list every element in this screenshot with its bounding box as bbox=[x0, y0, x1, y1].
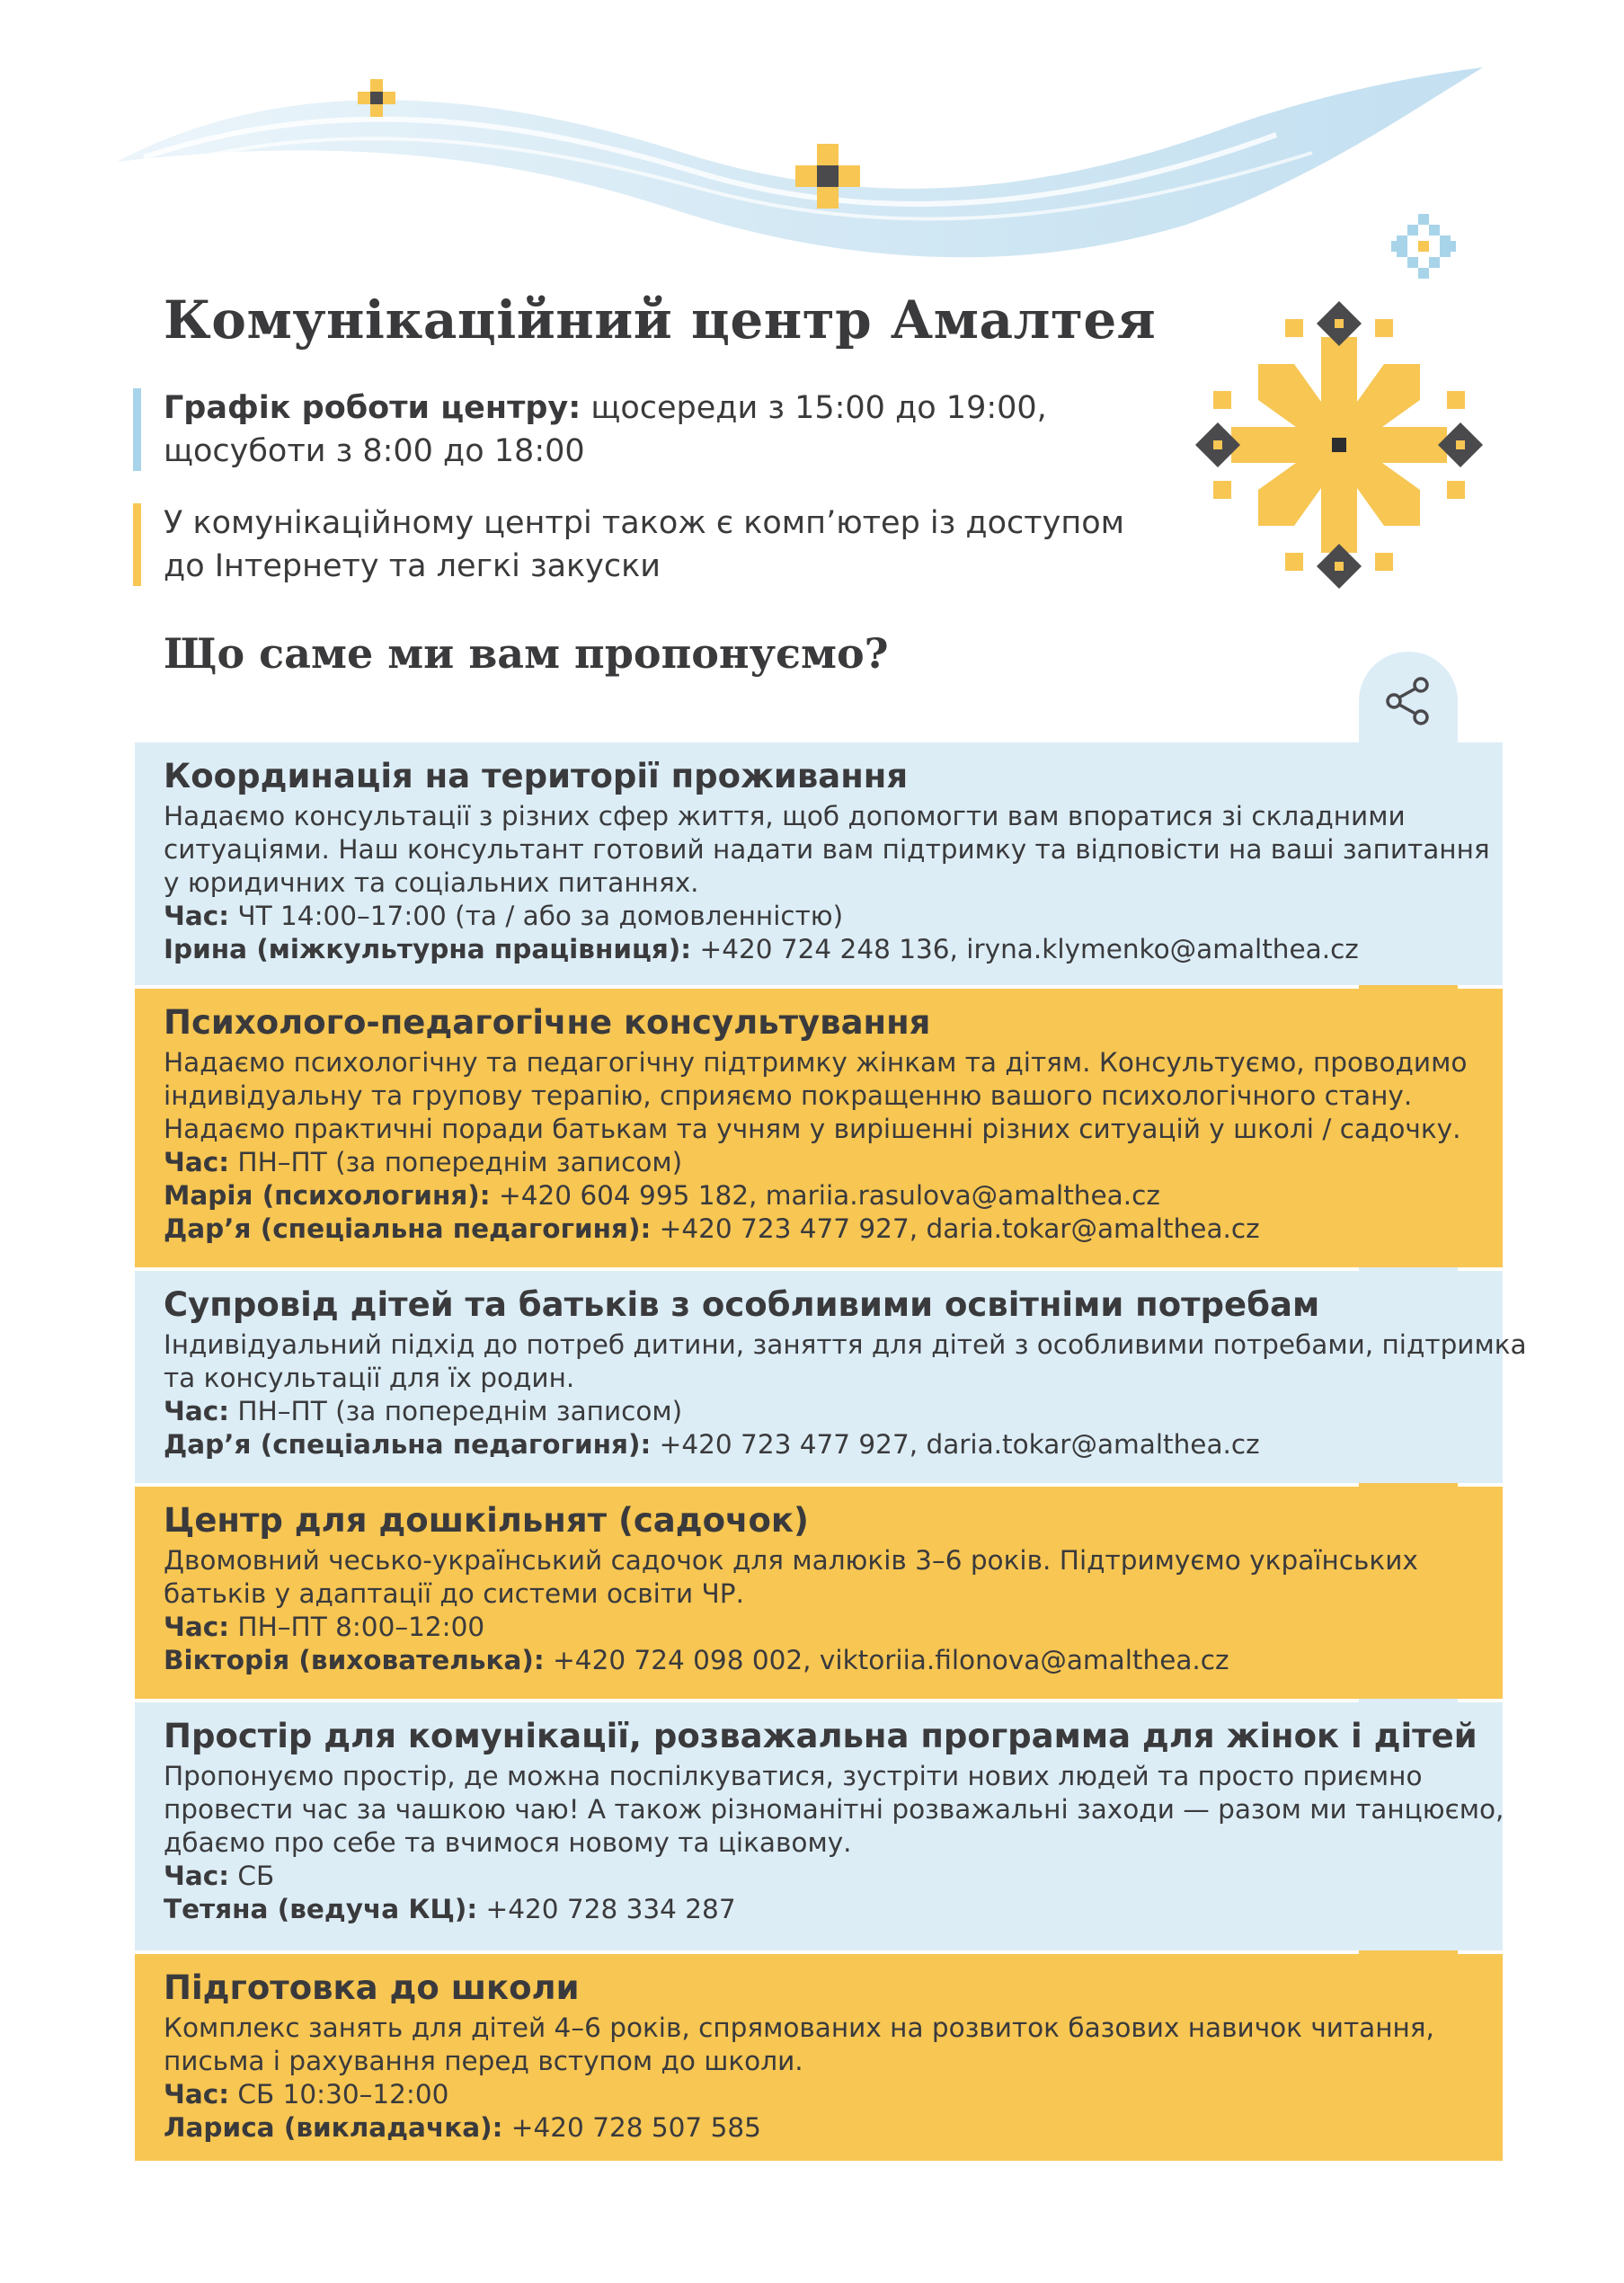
detail-label: Ірина (міжкультурна працівниця): bbox=[164, 934, 692, 964]
description-line: батьків у адаптації до системи освіти ЧР. bbox=[164, 1578, 744, 1609]
contact-line bbox=[164, 1428, 1527, 1461]
description-line: ситуаціями. Наш консультант готовий надати вам підтримку та відповісти на ваші запитання bbox=[164, 834, 1490, 865]
section-title: Психолого-педагогічне консультування bbox=[164, 1003, 931, 1042]
time-line bbox=[164, 1395, 1527, 1428]
detail-label: Лариса (викладачка): bbox=[164, 2112, 503, 2143]
detail-value: ЧТ 14:00–17:00 (та / або за домовленністю) bbox=[229, 901, 844, 931]
detail-value: СБ bbox=[229, 1861, 275, 1891]
section-body bbox=[164, 1046, 1467, 1246]
extra-info bbox=[164, 502, 1124, 588]
section-body bbox=[164, 1544, 1418, 1677]
section-psychology bbox=[135, 989, 1503, 1267]
section-body bbox=[164, 1760, 1504, 1926]
time-line bbox=[164, 900, 1490, 933]
detail-label: Час: bbox=[164, 1861, 230, 1891]
section-special-needs bbox=[135, 1271, 1527, 1483]
section-title: Супровід дітей та батьків з особливими освітніми потребам bbox=[164, 1285, 1320, 1324]
detail-label: Час: bbox=[164, 1396, 230, 1426]
detail-label: Час: bbox=[164, 2079, 230, 2110]
schedule-label: Графік роботи центру: bbox=[164, 390, 581, 426]
description-line: Індивідуальний підхід до потреб дитини, заняття для дітей з особливими потребами, підтримка bbox=[164, 1329, 1527, 1360]
section-body bbox=[164, 1328, 1527, 1461]
section-coordination bbox=[135, 742, 1503, 985]
section-title: Центр для дошкільнят (садочок) bbox=[164, 1501, 809, 1540]
section-title: Простір для комунікації, розважальна программа для жінок і дітей bbox=[164, 1717, 1478, 1755]
star-ornament bbox=[1195, 301, 1483, 589]
description-line: Комплекс занять для дітей 4–6 років, спрямованих на розвиток базових навичок читання, bbox=[164, 2012, 1434, 2043]
section-kindergarten bbox=[135, 1487, 1503, 1699]
detail-label: Час: bbox=[164, 1147, 230, 1177]
schedule-info bbox=[164, 386, 1047, 473]
description-line: Надаємо консультації з різних сфер життя, щоб допомогти вам впоратися зі складними bbox=[164, 801, 1406, 831]
section-title: Підготовка до школи bbox=[164, 1968, 580, 2007]
extra-line-2: до Інтернету та легкі закуски bbox=[164, 548, 661, 584]
time-line bbox=[164, 1611, 1418, 1644]
section-title: Координація на території проживання bbox=[164, 757, 909, 795]
tab-share bbox=[1359, 652, 1458, 751]
time-line bbox=[164, 1146, 1467, 1179]
contact-line bbox=[164, 1213, 1467, 1246]
description-line: Надаємо практичні поради батькам та учням у вирішенні різних ситуацій у школі / садочку. bbox=[164, 1114, 1461, 1144]
description-line: провести час за чашкою чаю! А також різноманітні розважальні заходи — разом ми танцюємо, bbox=[164, 1794, 1504, 1825]
extra-line-1: У комунікаційному центрі також є комп’ютер із доступом bbox=[164, 505, 1125, 541]
detail-value: ПН–ПТ (за попереднім записом) bbox=[229, 1147, 683, 1177]
description-line: письма і рахування перед вступом до школи. bbox=[164, 2046, 803, 2076]
detail-label: Марія (психологиня): bbox=[164, 1180, 491, 1211]
detail-label: Час: bbox=[164, 1612, 230, 1642]
schedule-line-2: щосуботи з 8:00 до 18:00 bbox=[164, 433, 585, 469]
section-body bbox=[164, 2012, 1434, 2145]
description-line: у юридичних та соціальних питаннях. bbox=[164, 867, 699, 898]
detail-value: ПН–ПТ 8:00–12:00 bbox=[229, 1612, 485, 1642]
detail-label: Час: bbox=[164, 901, 230, 931]
offer-heading: Що саме ми вам пропонуємо? bbox=[164, 629, 889, 678]
contact-line bbox=[164, 1179, 1467, 1213]
description-line: Надаємо психологічну та педагогічну підтримку жінкам та дітям. Консультуємо, проводимо bbox=[164, 1047, 1468, 1078]
description-line: Пропонуємо простір, де можна поспілкуватися, зустріти нових людей та просто приємно bbox=[164, 1761, 1423, 1791]
detail-value: +420 728 507 585 bbox=[502, 2112, 761, 2143]
detail-label: Дар’я (спеціальна педагогиня): bbox=[164, 1213, 652, 1244]
detail-value: +420 724 098 002, viktoriia.filonova@amalthea.cz bbox=[544, 1645, 1229, 1675]
description-line: Двомовний чесько-український садочок для малюків 3–6 років. Підтримуємо українських bbox=[164, 1545, 1418, 1576]
description-line: індивідуальну та групову терапію, сприяємо покращенню вашого психологічного стану. bbox=[164, 1080, 1413, 1111]
description-line: дбаємо про себе та вчимося новому та цікавому. bbox=[164, 1827, 852, 1858]
detail-label: Тетяна (ведуча КЦ): bbox=[164, 1894, 478, 1924]
schedule-accent-bar bbox=[133, 388, 141, 471]
contact-line bbox=[164, 2111, 1434, 2145]
pixel-ornament-blue bbox=[1391, 214, 1456, 279]
contact-line bbox=[164, 1893, 1504, 1926]
detail-label: Дар’я (спеціальна педагогиня): bbox=[164, 1429, 652, 1460]
extra-accent-bar bbox=[133, 503, 141, 586]
description-line: та консультації для їх родин. bbox=[164, 1363, 575, 1393]
contact-line bbox=[164, 1644, 1418, 1677]
detail-value: +420 728 334 287 bbox=[477, 1894, 736, 1924]
detail-value: ПН–ПТ (за попереднім записом) bbox=[229, 1396, 683, 1426]
detail-value: +420 723 477 927, daria.tokar@amalthea.cz bbox=[651, 1429, 1260, 1460]
contact-line bbox=[164, 933, 1490, 966]
detail-label: Вікторія (вихователька): bbox=[164, 1645, 545, 1675]
detail-value: +420 604 995 182, mariia.rasulova@amalthea.cz bbox=[490, 1180, 1160, 1211]
cross-ornament-medium bbox=[795, 144, 860, 209]
time-line bbox=[164, 1860, 1504, 1893]
share-icon bbox=[1381, 674, 1435, 728]
time-line bbox=[164, 2078, 1434, 2111]
detail-value: +420 724 248 136, iryna.klymenko@amalthea.cz bbox=[691, 934, 1359, 964]
section-body bbox=[164, 800, 1490, 966]
schedule-line-1: щосереди з 15:00 до 19:00, bbox=[581, 390, 1047, 426]
detail-value: СБ 10:30–12:00 bbox=[229, 2079, 449, 2110]
section-school-prep bbox=[135, 1954, 1503, 2161]
section-community-space bbox=[135, 1702, 1503, 1950]
cross-ornament-small bbox=[358, 79, 395, 117]
page-title: Комунікаційний центр Амалтея bbox=[164, 289, 1157, 351]
detail-value: +420 723 477 927, daria.tokar@amalthea.cz bbox=[651, 1213, 1260, 1244]
